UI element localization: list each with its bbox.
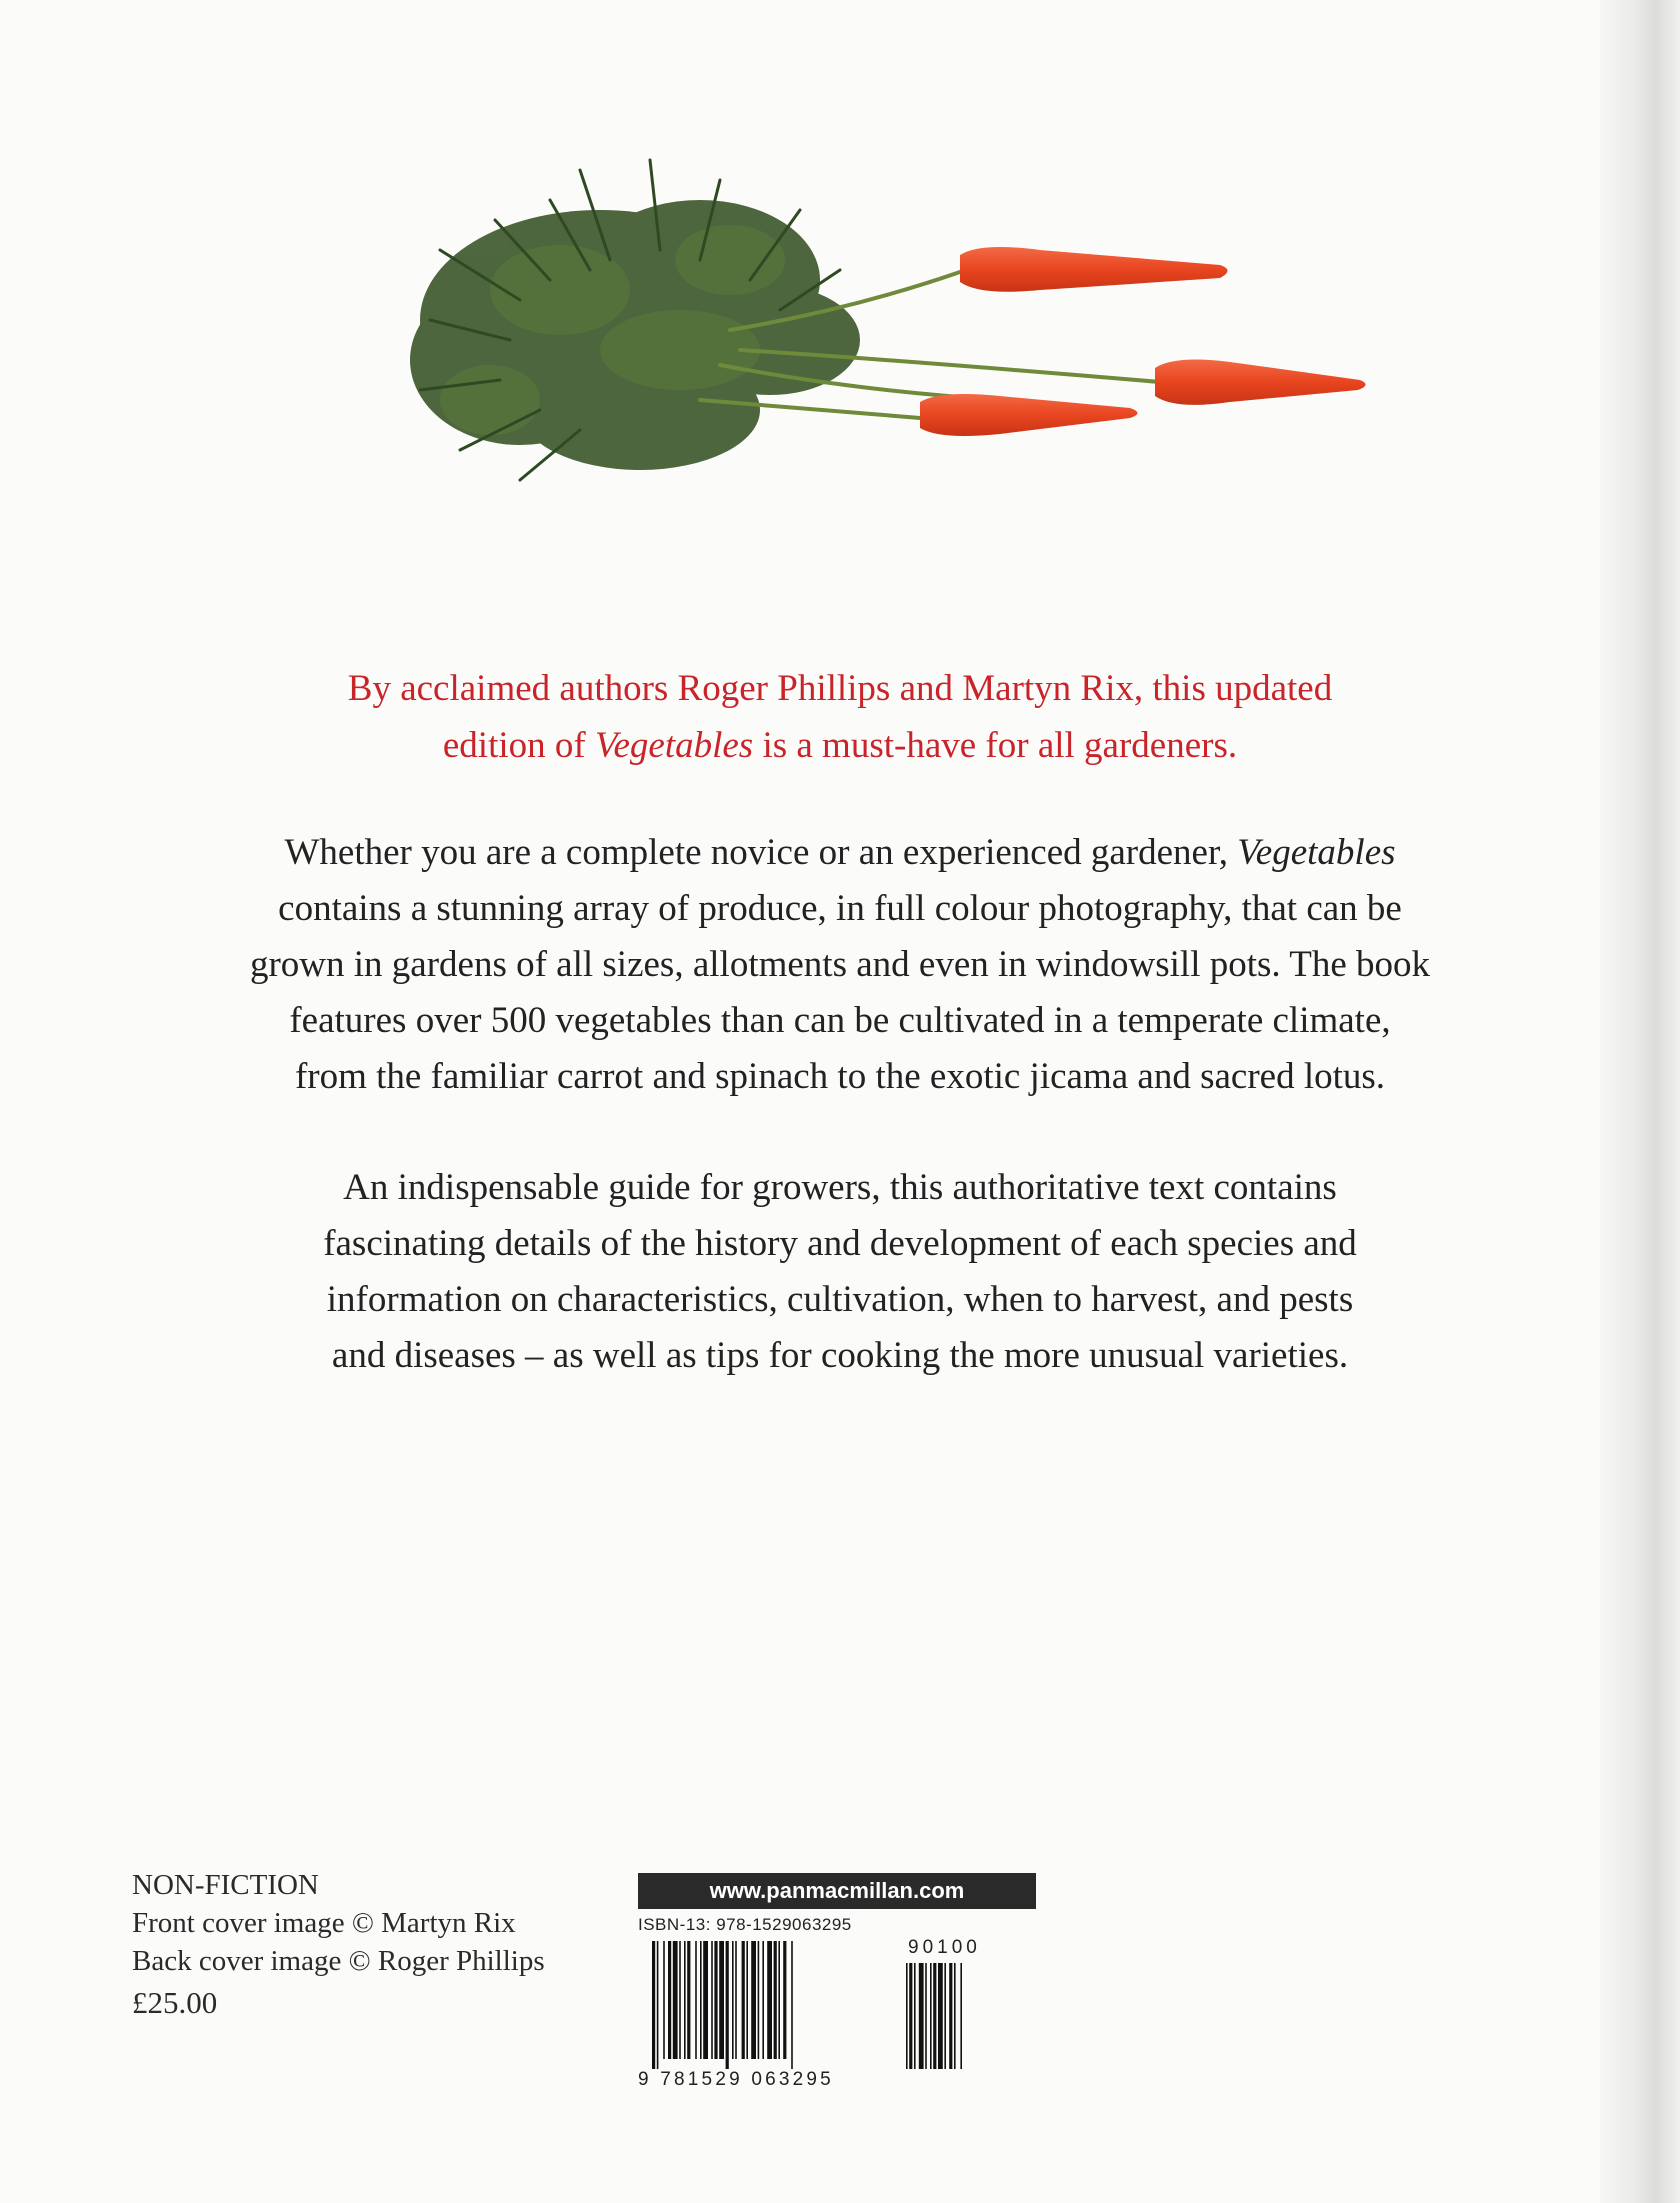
publisher-url[interactable]: www.panmacmillan.com [638,1873,1036,1909]
para2-line-2: fascinating details of the history and development of each species and [323,1223,1357,1264]
intro-line-2: edition of Vegetables is a must-have for all gardeners. [442,725,1238,766]
para1-line-3: grown in gardens of all sizes, allotments and even in windowsill pots. The book [249,944,1431,985]
front-cover-credit: Front cover image © Martyn Rix [132,1907,516,1939]
book-spine-edge [1600,0,1680,2203]
barcode [638,1937,1036,2091]
back-cover-credit: Back cover image © Roger Phillips [132,1945,545,1977]
book-title-italic: Vegetables [594,725,754,766]
description-paragraph-1 [120,825,1560,1105]
para2-line-4: and diseases – as well as tips for cooking the more unusual varieties. [331,1335,1349,1376]
ean-number: 9 781529 063295 [638,2069,834,2090]
para2-line-1: An indispensable guide for growers, this authoritative text contains [343,1167,1337,1208]
carrots-illustration [400,150,1380,530]
para1-line-2: contains a stunning array of produce, in full colour photography, that can be [278,888,1402,929]
para1-line-4: features over 500 vegetables than can be cultivated in a temperate climate, [289,1000,1391,1041]
para2-line-3: information on characteristics, cultivation, when to harvest, and pests [326,1279,1354,1320]
barcode-block [638,1873,1036,2091]
book-title-italic: Vegetables [1237,832,1396,873]
intro-tagline [120,660,1560,774]
barcode-bars [638,1941,1036,2071]
isbn-label: ISBN-13: 978-1529063295 [638,1915,852,1934]
price: £25.00 [132,1985,218,2020]
para1-line-1: Whether you are a complete novice or an experienced gardener, Vegetables [284,832,1396,873]
category-label: NON-FICTION [132,1869,319,1901]
para1-line-5: from the familiar carrot and spinach to the exotic jicama and sacred lotus. [294,1056,1386,1097]
credits-block [132,1866,545,2022]
description-paragraph-2 [120,1160,1560,1384]
intro-line-1: By acclaimed authors Roger Phillips and Martyn Rix, this updated [347,668,1333,709]
addon-number: 90100 [908,1937,981,1958]
